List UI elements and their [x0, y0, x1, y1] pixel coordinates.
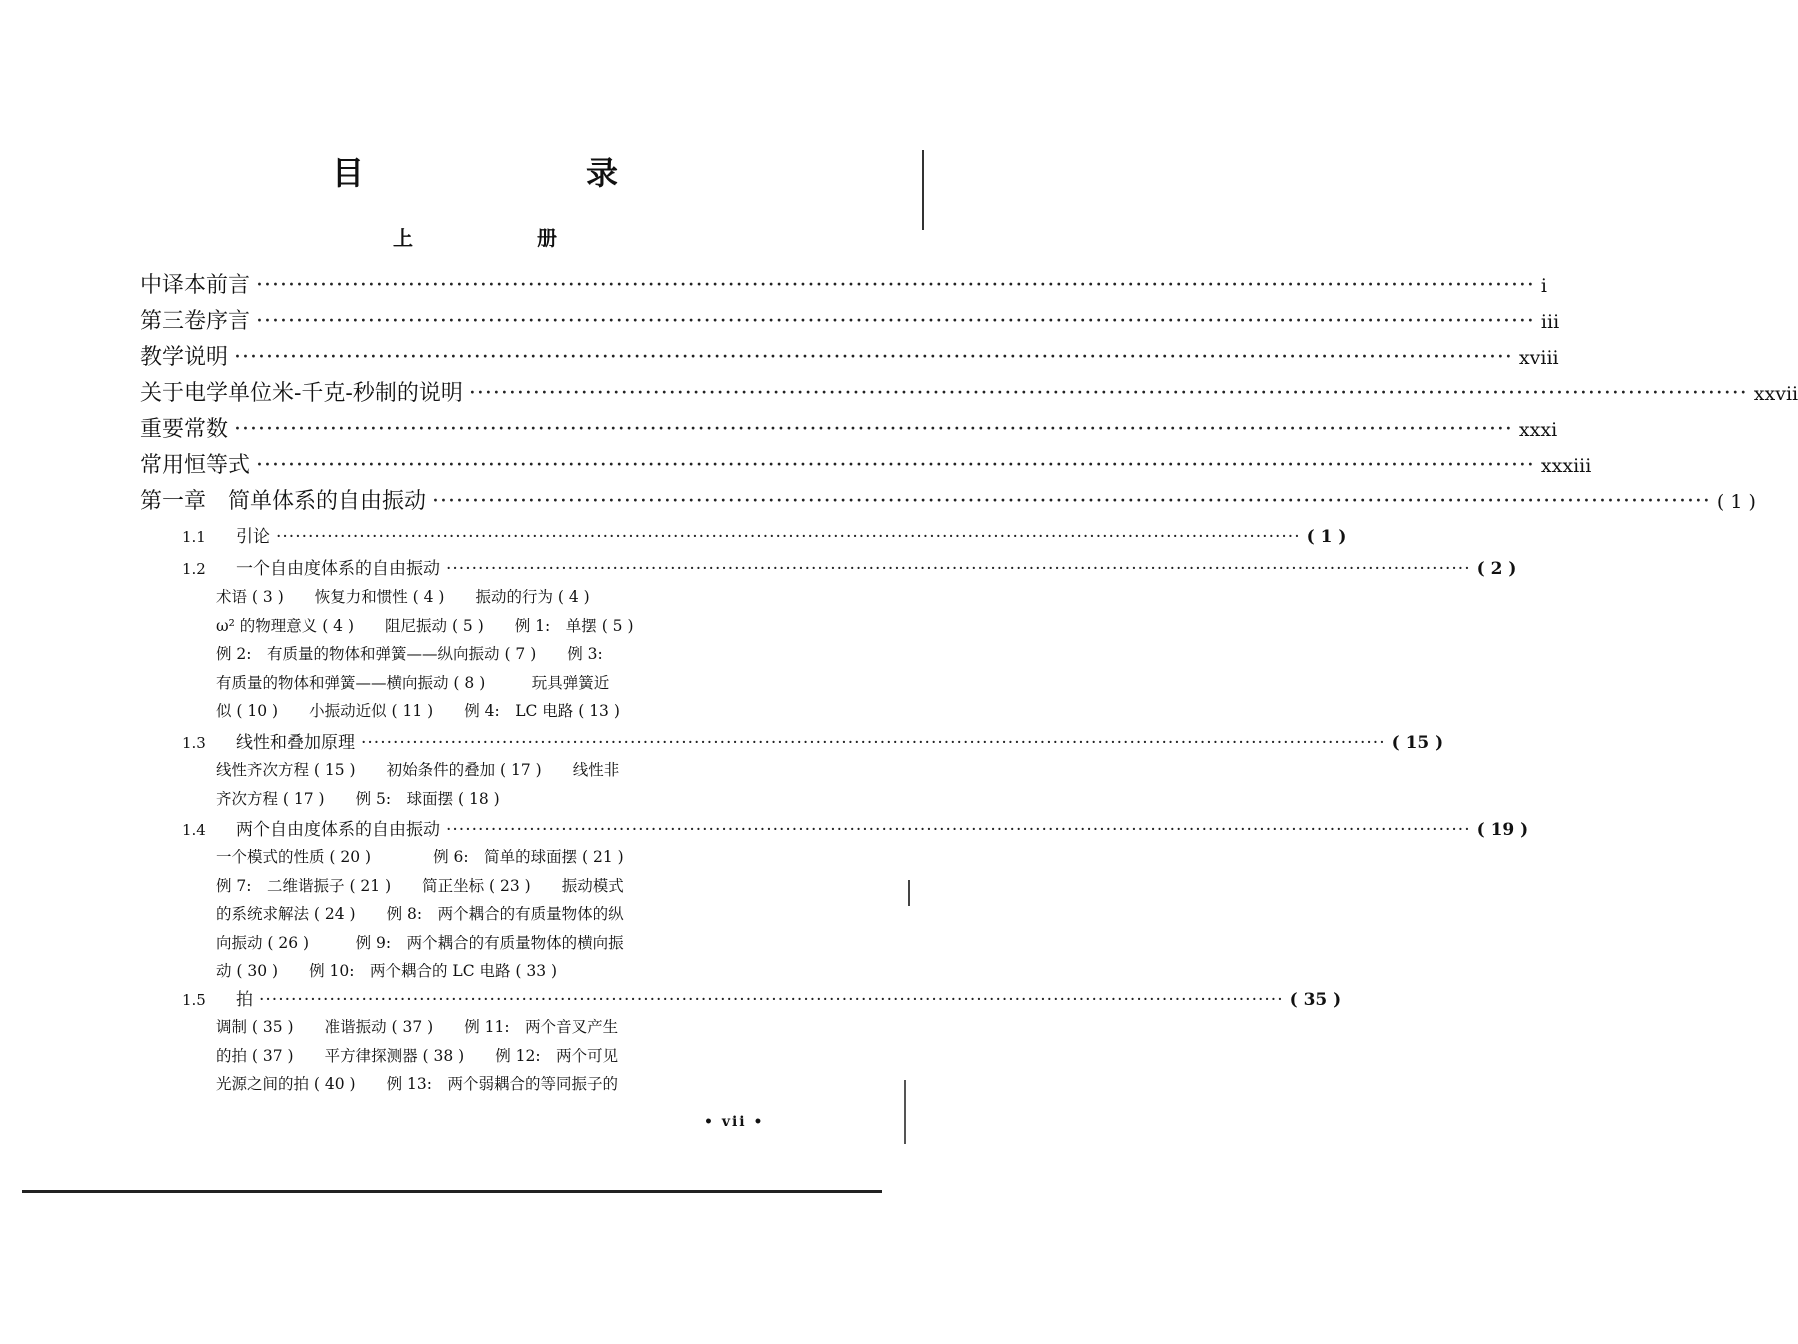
toc-section-heading — [182, 815, 440, 840]
topic-line: 例 7: 二维谐振子 ( 21 ) 简正坐标 ( 23 ) 振动模式 — [216, 876, 624, 895]
topic-line: 线性齐次方程 ( 15 ) 初始条件的叠加 ( 17 ) 线性非 — [216, 761, 620, 779]
section-page: ( 1 ) — [1306, 527, 1347, 547]
toc-entry-title: 教学说明 — [140, 345, 229, 370]
toc-entry-page: xxxiii — [1540, 455, 1592, 477]
section-page: ( 2 ) — [1476, 559, 1517, 579]
volume-title: 上 册 — [393, 226, 609, 250]
section-title: 引论 — [236, 527, 270, 547]
section-topics — [216, 843, 716, 986]
dot-leader: ································································································································································ — [446, 559, 1471, 579]
toc-entry — [140, 412, 1558, 443]
dot-leader: ································································································································································ — [234, 417, 1513, 442]
toc-entry-page: xviii — [1518, 347, 1559, 369]
section-page: ( 35 ) — [1289, 990, 1342, 1010]
toc-entry-title: 关于电学单位米-千克-秒制的说明 — [140, 381, 463, 406]
dot-leader: ································································································································································ — [256, 309, 1535, 334]
topic-line: 齐次方程 ( 17 ) 例 5: 球面摆 ( 18 ) — [216, 789, 500, 808]
scan-edge-mark — [908, 880, 910, 906]
toc-entry — [140, 448, 1592, 479]
toc-entry-page: xxvii — [1753, 383, 1798, 405]
toc-section — [182, 728, 1444, 753]
section-page: ( 19 ) — [1476, 820, 1529, 840]
toc-entry — [140, 268, 1547, 299]
section-topics — [216, 756, 716, 813]
dot-leader: ································································································································································ — [432, 489, 1711, 514]
topic-line: 一个模式的性质 ( 20 ) 例 6: 简单的球面摆 ( 21 ) — [216, 848, 624, 866]
topic-line: 的系统求解法 ( 24 ) 例 8: 两个耦合的有质量物体的纵 — [216, 905, 624, 923]
section-number: 1.4 — [182, 821, 206, 839]
toc-entry-page: ( 1 ) — [1716, 491, 1756, 513]
topic-line: 的拍 ( 37 ) 平方律探测器 ( 38 ) 例 12: 两个可见 — [216, 1046, 619, 1065]
topic-line: 例 2: 有质量的物体和弹簧——纵向振动 ( 7 ) 例 3: — [216, 645, 603, 663]
toc-entry — [140, 340, 1559, 371]
section-title: 拍 — [236, 990, 253, 1010]
page-number: • vii • — [704, 1114, 765, 1130]
toc-section — [182, 522, 1347, 547]
dot-leader: ································································································································································ — [468, 381, 1748, 406]
toc-entry-title: 中译本前言 — [140, 273, 251, 298]
dot-leader: ································································································································································ — [256, 273, 1535, 298]
toc-entry-page: iii — [1540, 311, 1560, 333]
topic-line: 光源之间的拍 ( 40 ) 例 13: 两个弱耦合的等同振子的 — [216, 1075, 618, 1093]
dot-leader: ································································································································································ — [256, 453, 1535, 478]
section-topics — [216, 583, 716, 726]
toc-section-heading — [182, 985, 253, 1010]
section-title: 两个自由度体系的自由振动 — [236, 820, 440, 840]
dot-leader: ································································································································································ — [259, 990, 1284, 1010]
section-number: 1.5 — [182, 991, 206, 1009]
dot-leader: ································································································································································ — [446, 820, 1471, 840]
topic-line: 术语 ( 3 ) 恢复力和惯性 ( 4 ) 振动的行为 ( 4 ) — [216, 588, 590, 606]
toc-entry-title: 第三卷序言 — [140, 309, 251, 334]
topic-line: ω² 的物理意义 ( 4 ) 阻尼振动 ( 5 ) 例 1: 单摆 ( 5 ) — [216, 616, 634, 635]
toc-section-heading — [182, 522, 270, 547]
page-title: 目 录 — [331, 154, 713, 192]
section-title: 线性和叠加原理 — [236, 733, 355, 753]
toc-entry — [140, 484, 1756, 515]
toc-entry-title: 常用恒等式 — [140, 453, 251, 478]
scan-bottom-rule — [22, 1190, 882, 1193]
section-topics — [216, 1013, 716, 1099]
section-page: ( 15 ) — [1391, 733, 1444, 753]
toc-entry-title: 第一章 简单体系的自由振动 — [140, 489, 427, 514]
topic-line: 有质量的物体和弹簧——横向振动 ( 8 ) 玩具弹簧近 — [216, 673, 610, 692]
toc-entry-page: i — [1540, 275, 1547, 297]
dot-leader: ································································································································································ — [234, 345, 1513, 370]
topic-line: 调制 ( 35 ) 准谐振动 ( 37 ) 例 11: 两个音叉产生 — [216, 1018, 619, 1036]
toc-section — [182, 985, 1342, 1010]
topic-line: 动 ( 30 ) 例 10: 两个耦合的 LC 电路 ( 33 ) — [216, 962, 558, 980]
section-number: 1.2 — [182, 560, 206, 578]
toc-section-heading — [182, 554, 440, 579]
topic-line: 向振动 ( 26 ) 例 9: 两个耦合的有质量物体的横向振 — [216, 933, 624, 952]
section-number: 1.3 — [182, 734, 206, 752]
toc-entry-page: xxxi — [1518, 419, 1558, 441]
topic-line: 似 ( 10 ) 小振动近似 ( 11 ) 例 4: LC 电路 ( 13 ) — [216, 702, 620, 720]
toc-section — [182, 554, 1517, 579]
toc-section-heading — [182, 728, 355, 753]
scan-edge-mark — [904, 1080, 906, 1144]
toc-entry-title: 重要常数 — [140, 417, 229, 442]
toc-section — [182, 815, 1529, 840]
dot-leader: ································································································································································ — [361, 733, 1386, 753]
toc-entry — [140, 304, 1560, 335]
section-number: 1.1 — [182, 528, 206, 546]
dot-leader: ································································································································································ — [276, 527, 1301, 547]
scan-edge-mark — [922, 150, 924, 230]
toc-entry — [140, 376, 1798, 407]
section-title: 一个自由度体系的自由振动 — [236, 559, 440, 579]
